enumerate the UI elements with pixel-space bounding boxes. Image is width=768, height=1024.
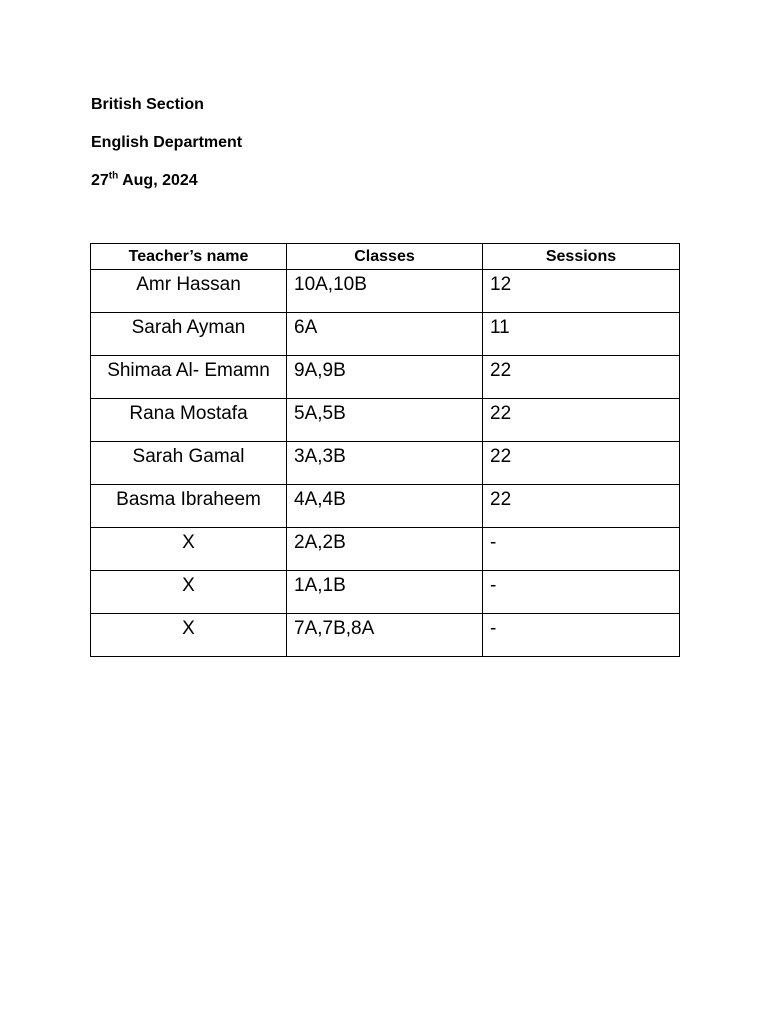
table-row bbox=[91, 356, 680, 399]
table-row bbox=[91, 399, 680, 442]
document-date bbox=[91, 171, 198, 191]
teacher-name-cell: Amr Hassan bbox=[91, 270, 287, 313]
date-suffix: th bbox=[108, 170, 119, 182]
classes-cell: 10A,10B bbox=[287, 270, 483, 313]
classes-cell: 6A bbox=[287, 313, 483, 356]
classes-cell: 1A,1B bbox=[287, 571, 483, 614]
table-header-row bbox=[91, 244, 680, 270]
classes-cell: 2A,2B bbox=[287, 528, 483, 571]
classes-cell: 4A,4B bbox=[287, 485, 483, 528]
header-teacher-name: Teacher’s name bbox=[91, 244, 287, 270]
header-sessions: Sessions bbox=[483, 244, 680, 270]
teacher-name-cell: Basma Ibraheem bbox=[91, 485, 287, 528]
sessions-cell: - bbox=[483, 571, 680, 614]
sessions-cell: 22 bbox=[483, 485, 680, 528]
sessions-cell: - bbox=[483, 528, 680, 571]
sessions-cell: 12 bbox=[483, 270, 680, 313]
sessions-cell: 22 bbox=[483, 356, 680, 399]
table-row bbox=[91, 442, 680, 485]
date-day: 27 bbox=[91, 172, 109, 189]
sessions-cell: 11 bbox=[483, 313, 680, 356]
section-title: British Section bbox=[91, 96, 204, 113]
teacher-name-cell: Rana Mostafa bbox=[91, 399, 287, 442]
table-row bbox=[91, 571, 680, 614]
date-rest: Aug, 2024 bbox=[118, 172, 198, 189]
teacher-name-cell: X bbox=[91, 571, 287, 614]
table-row bbox=[91, 313, 680, 356]
table-row bbox=[91, 485, 680, 528]
teacher-schedule-table bbox=[90, 243, 680, 657]
teacher-name-cell: X bbox=[91, 528, 287, 571]
header-classes: Classes bbox=[287, 244, 483, 270]
table-row bbox=[91, 270, 680, 313]
sessions-cell: 22 bbox=[483, 442, 680, 485]
teacher-name-cell: Sarah Gamal bbox=[91, 442, 287, 485]
teacher-name-cell: Sarah Ayman bbox=[91, 313, 287, 356]
classes-cell: 5A,5B bbox=[287, 399, 483, 442]
sessions-cell: 22 bbox=[483, 399, 680, 442]
sessions-cell: - bbox=[483, 614, 680, 657]
teacher-name-cell: X bbox=[91, 614, 287, 657]
classes-cell: 7A,7B,8A bbox=[287, 614, 483, 657]
teacher-name-cell: Shimaa Al- Emamn bbox=[91, 356, 287, 399]
table-row bbox=[91, 528, 680, 571]
table-row bbox=[91, 614, 680, 657]
classes-cell: 3A,3B bbox=[287, 442, 483, 485]
department-title: English Department bbox=[91, 134, 243, 151]
classes-cell: 9A,9B bbox=[287, 356, 483, 399]
